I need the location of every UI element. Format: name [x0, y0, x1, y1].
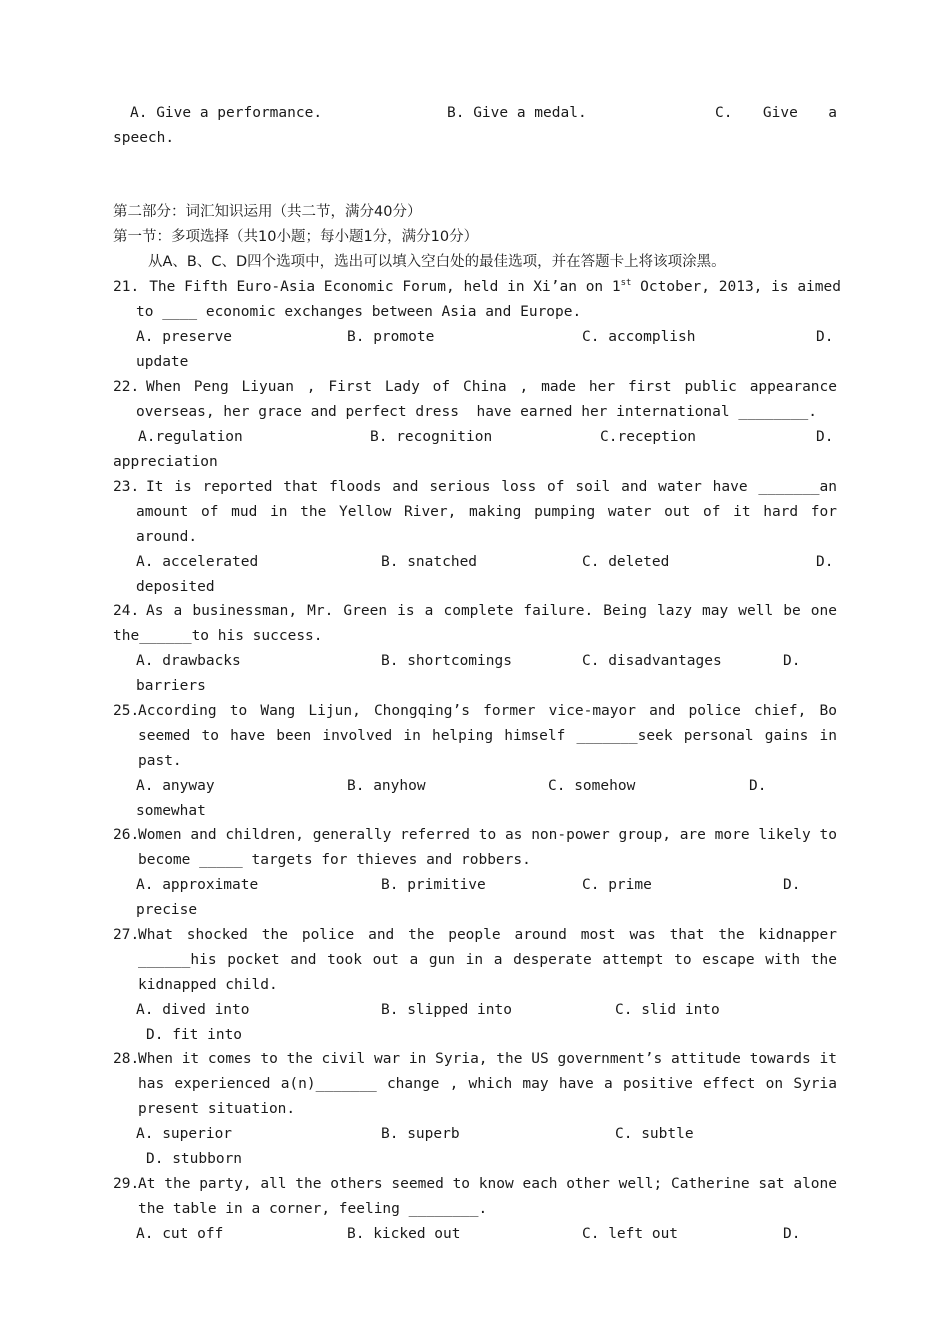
question-27-line-3: kidnapped child.	[138, 977, 278, 993]
option-b: B. snatched	[381, 554, 478, 570]
option-a: A. dived into	[136, 1002, 250, 1018]
question-24-number: 24.	[113, 603, 140, 619]
option-b: B. slipped into	[381, 1002, 512, 1018]
option-b: B. primitive	[381, 877, 486, 893]
option-b: B. kicked out	[347, 1226, 461, 1242]
question-23-line-2: amount of mud in the Yellow River, making pumping water out of it hard for	[136, 504, 837, 520]
question-28-line-3: present situation.	[138, 1101, 296, 1117]
option-d-label: D.	[816, 429, 834, 445]
question-28-line-1: When it comes to the civil war in Syria, the US government’s attitude towards it	[138, 1051, 837, 1067]
option-d: D. stubborn	[146, 1151, 243, 1167]
option-b: B. recognition	[370, 429, 493, 445]
question-23-number: 23.	[113, 479, 140, 495]
option-a: A. cut off	[136, 1226, 224, 1242]
option-b: B. anyhow	[347, 778, 426, 794]
prev-option-a: A. Give a performance.	[130, 105, 323, 121]
question-29-line-2: the table in a corner, feeling ________.	[138, 1201, 488, 1217]
question-28-line-2: has experienced a(n)_______ change , which may have a positive effect on Syria	[138, 1076, 837, 1092]
question-24-line-1: As a businessman, Mr. Green is a complete failure. Being lazy may well be one	[146, 603, 837, 619]
option-a: A. preserve	[136, 329, 233, 345]
option-c: C. slid into	[615, 1002, 720, 1018]
option-d: D.	[783, 1226, 801, 1242]
option-c: C. subtle	[615, 1126, 694, 1142]
option-c: C. accomplish	[582, 329, 696, 345]
option-d-label: D.	[816, 554, 834, 570]
question-25-number: 25.	[113, 703, 140, 719]
option-d-text: precise	[136, 902, 198, 918]
question-25-line-2: seemed to have been involved in helping himself _______seek personal gains in	[138, 728, 837, 744]
option-d-label: D.	[749, 778, 767, 794]
question-26-line-2: become _____ targets for thieves and robbers.	[138, 852, 531, 868]
question-21-line-2: to ____ economic exchanges between Asia and Europe.	[136, 304, 582, 320]
option-a: A. superior	[136, 1126, 233, 1142]
option-c: C. left out	[582, 1226, 679, 1242]
option-c: C.reception	[600, 429, 697, 445]
option-c: C. prime	[582, 877, 652, 893]
prev-option-b: B. Give a medal.	[447, 105, 587, 121]
question-26-number: 26.	[113, 827, 140, 843]
question-27-line-1: What shocked the police and the people around most was that the kidnapper	[138, 927, 837, 943]
question-23-line-3: around.	[136, 529, 198, 545]
question-25-line-3: past.	[138, 753, 182, 769]
option-a: A. anyway	[136, 778, 215, 794]
instruction: 从A、B、C、D四个选项中，选出可以填入空白处的最佳选项，并在答题卡上将该项涂黑。	[148, 254, 726, 270]
prev-option-c-line: C. Give a	[715, 105, 837, 121]
option-c: C. deleted	[582, 554, 670, 570]
option-b: B. shortcomings	[381, 653, 512, 669]
option-d-text: somewhat	[136, 803, 206, 819]
question-27-number: 27.	[113, 927, 140, 943]
option-d-text: update	[136, 354, 189, 370]
question-27-line-2: ______his pocket and took out a gun in a desperate attempt to escape with the	[138, 952, 837, 968]
option-c: C. disadvantages	[582, 653, 722, 669]
question-22-line-2: overseas, her grace and perfect dress have earned her international ________.	[136, 404, 817, 420]
subsection-title: 第一节：多项选择（共10小题；每小题1分，满分10分）	[113, 229, 479, 245]
question-21-line-1: 21. The Fifth Euro-Asia Economic Forum, held in Xi’an on 1st October, 2013, is aimed	[113, 278, 841, 295]
question-24-line-2: the______to his success.	[113, 628, 323, 644]
option-c: C. somehow	[548, 778, 636, 794]
question-22-number: 22.	[113, 379, 140, 395]
question-23-line-1: It is reported that floods and serious loss of soil and water have _______an	[146, 479, 837, 495]
option-b: B. promote	[347, 329, 435, 345]
option-d-text: barriers	[136, 678, 206, 694]
option-b: B. superb	[381, 1126, 460, 1142]
prev-option-c-wrap: speech.	[113, 130, 175, 146]
option-a: A. approximate	[136, 877, 259, 893]
question-25-line-1: According to Wang Lijun, Chongqing’s former vice-mayor and police chief, Bo	[138, 703, 837, 719]
question-22-line-1: When Peng Liyuan , First Lady of China , made her first public appearance	[146, 379, 837, 395]
option-d-label: D.	[783, 653, 801, 669]
part-title: 第二部分：词汇知识运用（共二节，满分40分）	[113, 204, 422, 220]
option-a: A.regulation	[138, 429, 243, 445]
question-26-line-1: Women and children, generally referred to as non-power group, are more likely to	[138, 827, 837, 843]
option-d-text: appreciation	[113, 454, 218, 470]
question-28-number: 28.	[113, 1051, 140, 1067]
question-number: 21.	[113, 279, 140, 295]
option-a: A. drawbacks	[136, 653, 241, 669]
question-29-line-1: At the party, all the others seemed to know each other well; Catherine sat alone	[138, 1176, 837, 1192]
question-29-number: 29.	[113, 1176, 140, 1192]
option-d-label: D.	[816, 329, 834, 345]
option-d-text: deposited	[136, 579, 215, 595]
option-d-label: D.	[783, 877, 801, 893]
option-a: A. accelerated	[136, 554, 259, 570]
option-d: D. fit into	[146, 1027, 243, 1043]
